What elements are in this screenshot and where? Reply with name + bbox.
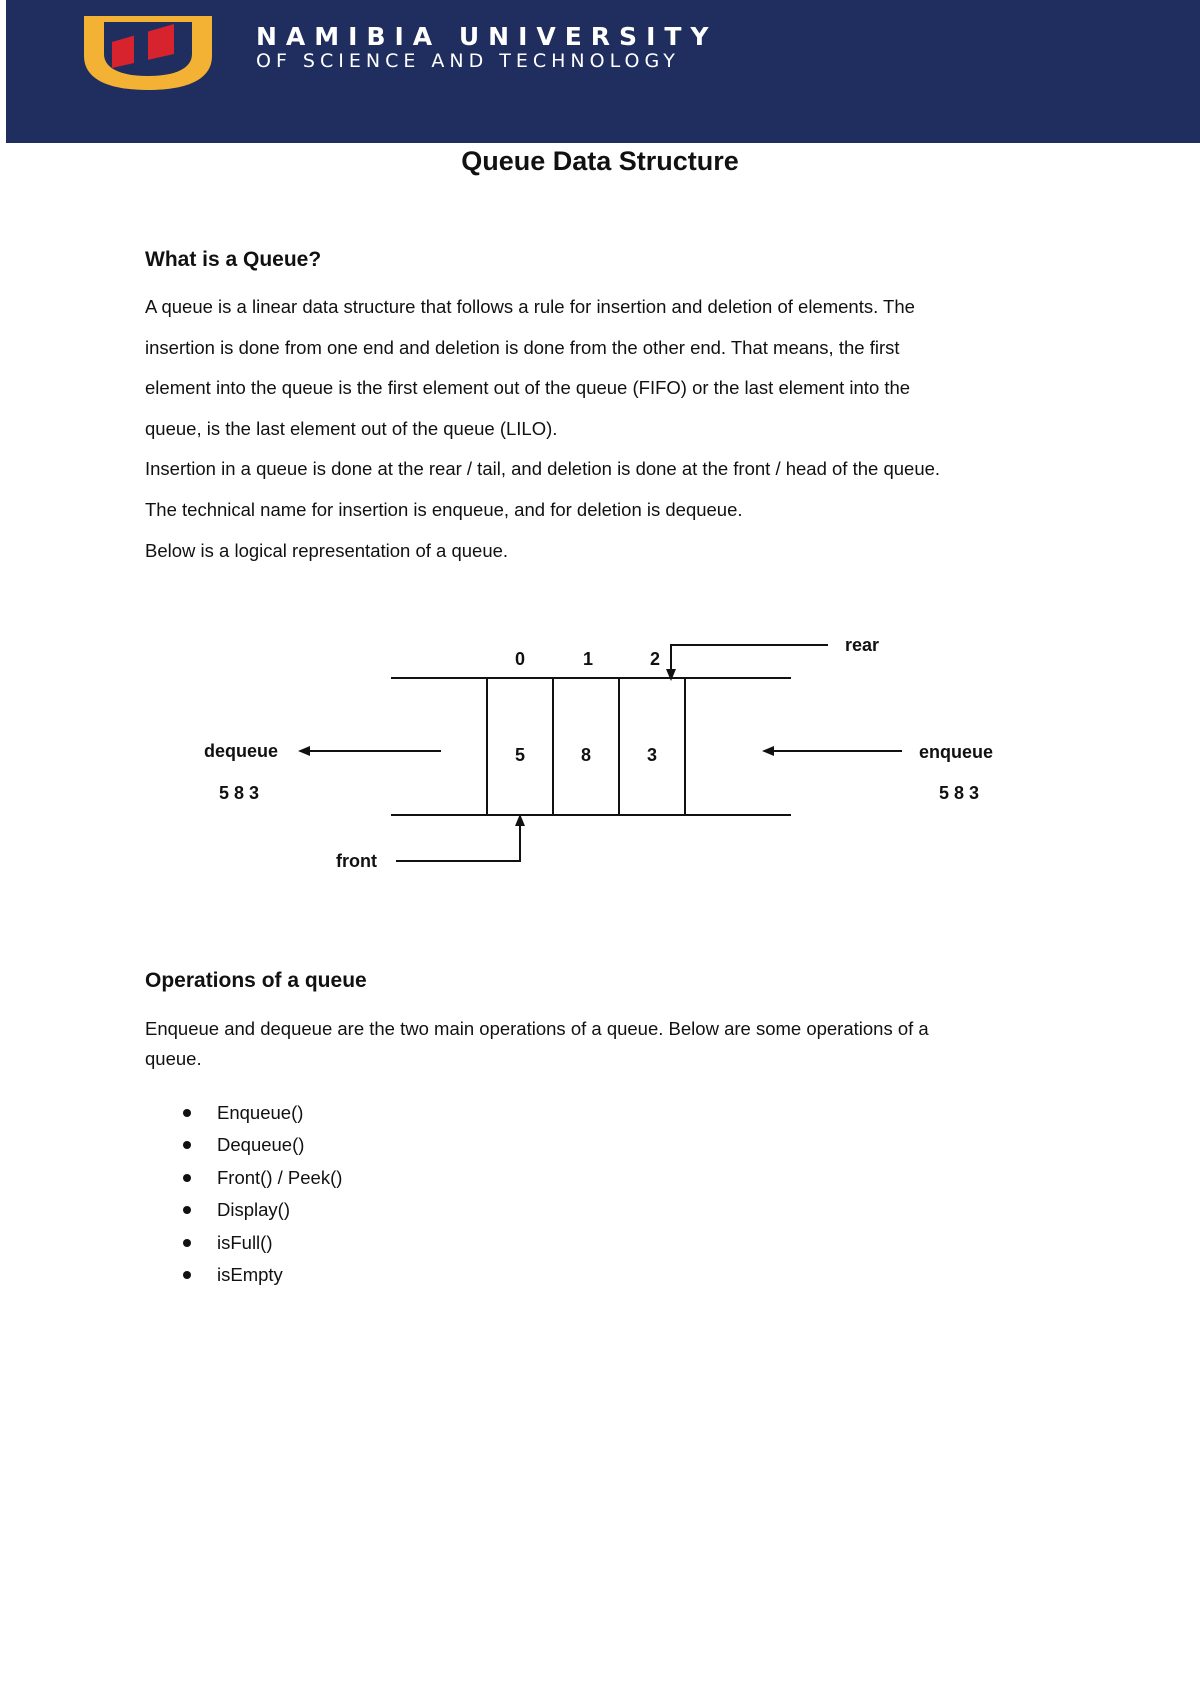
rear-pointer-arrow [671, 645, 828, 679]
index-label: 1 [582, 649, 594, 669]
dequeue-values: 5 8 3 [219, 783, 260, 803]
list-item: Display() [217, 1194, 342, 1226]
operations-list [217, 1097, 342, 1291]
list-item: Enqueue() [217, 1097, 342, 1129]
section2-intro [145, 1014, 1045, 1074]
list-item: Dequeue() [217, 1129, 342, 1161]
section-heading-operations: Operations of a queue [145, 969, 367, 992]
page-title: Queue Data Structure [461, 146, 739, 176]
body-line: queue, is the last element out of the queue (LILO). [145, 417, 558, 439]
rear-label: rear [845, 635, 880, 655]
list-item: Front() / Peek() [217, 1162, 342, 1194]
body-line: A queue is a linear data structure that follows a rule for insertion and deletion of elements. The [145, 296, 915, 317]
list-item: isFull() [217, 1227, 342, 1259]
section-heading-what-is-queue: What is a Queue? [145, 248, 322, 271]
enqueue-values: 5 8 3 [939, 783, 980, 803]
queue-cell-value: 8 [580, 745, 592, 765]
enqueue-label: enqueue [919, 742, 994, 762]
university-name: NAMIBIA UNIVERSITY [256, 22, 718, 51]
index-label: 0 [514, 649, 526, 669]
body-line: Below is a logical representation of a queue. [145, 539, 509, 561]
body-line: element into the queue is the first element out of the queue (FIFO) or the last element into the [145, 377, 911, 399]
front-label: front [336, 851, 377, 871]
dequeue-label: dequeue [204, 741, 279, 761]
body-line: queue. [145, 1048, 202, 1069]
queue-cell-value: 3 [646, 745, 658, 765]
body-line: Enqueue and dequeue are the two main operations of a queue. Below are some operations of a [145, 1018, 929, 1039]
queue-cell-value: 5 [514, 745, 526, 765]
index-label: 2 [649, 649, 661, 669]
front-pointer-arrow [396, 816, 520, 861]
body-line: The technical name for insertion is enqueue, and for deletion is dequeue. [145, 498, 743, 520]
university-subtitle: OF SCIENCE AND TECHNOLOGY [256, 50, 680, 72]
body-line: Insertion in a queue is done at the rear / tail, and deletion is done at the front / head of the queue. [145, 458, 941, 480]
list-item: isEmpty [217, 1259, 342, 1291]
body-line: insertion is done from one end and deletion is done from the other end. That means, the first [145, 336, 900, 358]
